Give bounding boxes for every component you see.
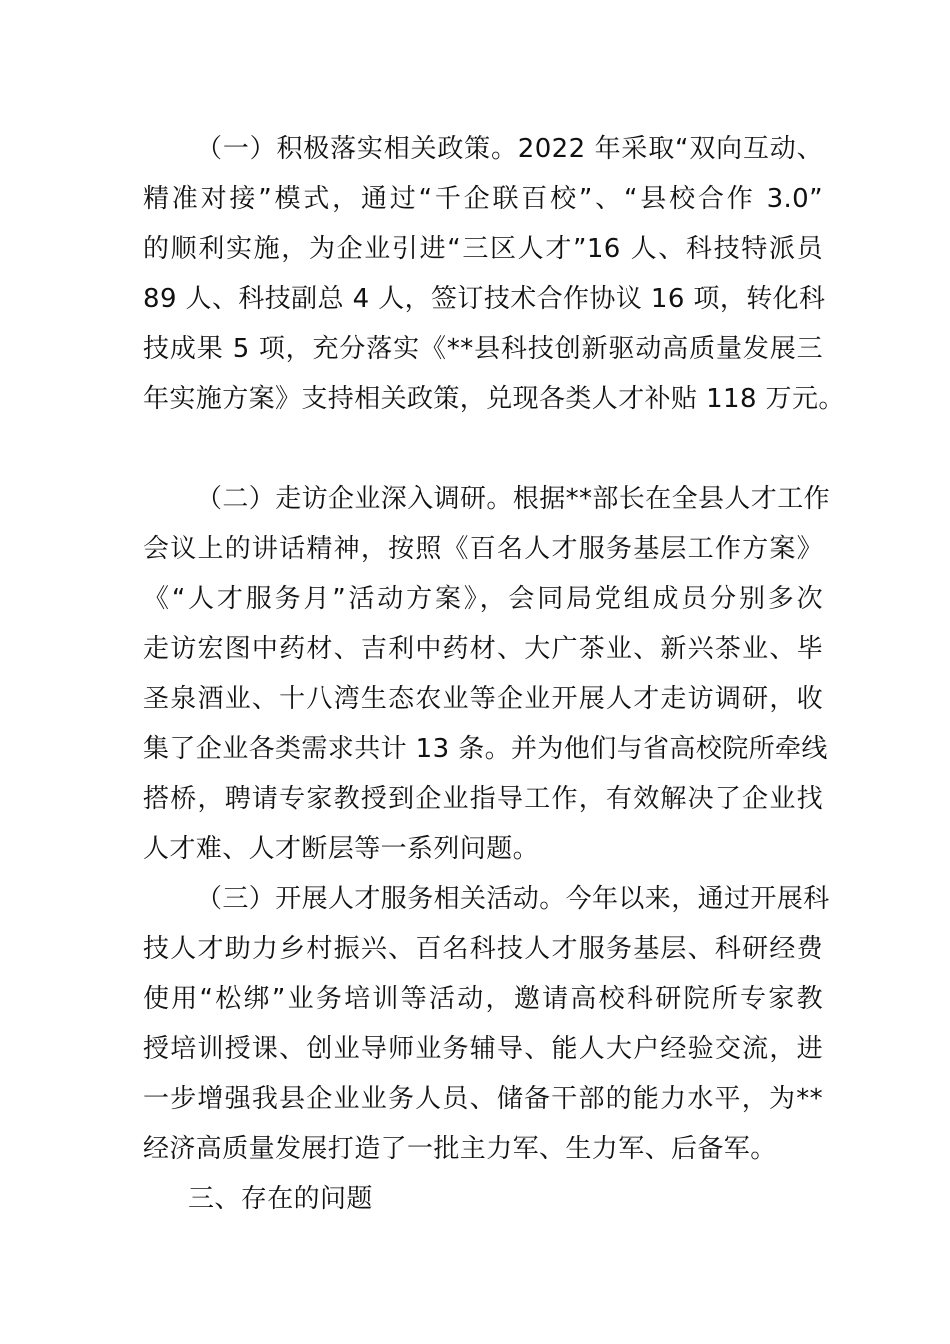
paragraph-3-line-1: （三）开展人才服务相关活动。今年以来，通过开展科 — [196, 884, 830, 914]
paragraph-2-line-6: 集了企业各类需求共计 13 条。并为他们与省高校院所牵线 — [143, 734, 828, 764]
paragraph-1-line-2: 精准对接”模式，通过“千企联百校”、“县校合作 3.0” — [143, 184, 823, 214]
paragraph-1-line-1: （一）积极落实相关政策。2022 年采取“双向互动、 — [196, 134, 823, 164]
paragraph-2-line-7: 搭桥，聘请专家教授到企业指导工作，有效解决了企业找 — [143, 784, 823, 814]
paragraph-2-line-2: 会议上的讲话精神，按照《百名人才服务基层工作方案》 — [143, 534, 823, 564]
paragraph-3-line-4: 授培训授课、创业导师业务辅导、能人大户经验交流，进 — [143, 1034, 823, 1064]
paragraph-3-line-5: 一步增强我县企业业务人员、储备干部的能力水平，为** — [143, 1084, 823, 1114]
section-heading: 三、存在的问题 — [188, 1184, 373, 1214]
paragraph-3-line-6: 经济高质量发展打造了一批主力军、生力军、后备军。 — [143, 1134, 777, 1164]
paragraph-3-line-3: 使用“松绑”业务培训等活动，邀请高校科研院所专家教 — [143, 984, 823, 1014]
paragraph-1-line-4: 89 人、科技副总 4 人，签订技术合作协议 16 项，转化科 — [143, 284, 826, 314]
paragraph-1-line-5: 技成果 5 项，充分落实《**县科技创新驱动高质量发展三 — [143, 334, 823, 364]
paragraph-2-line-8: 人才难、人才断层等一系列问题。 — [143, 834, 540, 864]
paragraph-1-line-6: 年实施方案》支持相关政策，兑现各类人才补贴 118 万元。 — [143, 384, 845, 414]
paragraph-2-line-1: （二）走访企业深入调研。根据**部长在全县人才工作 — [196, 484, 831, 514]
paragraph-2-line-5: 圣泉酒业、十八湾生态农业等企业开展人才走访调研，收 — [143, 684, 823, 714]
paragraph-2-line-3: 《“人才服务月”活动方案》，会同局党组成员分别多次 — [143, 584, 823, 614]
paragraph-2-line-4: 走访宏图中药材、吉利中药材、大广茶业、新兴茶业、毕 — [143, 634, 823, 664]
paragraph-1-line-3: 的顺利实施，为企业引进“三区人才”16 人、科技特派员 — [143, 234, 823, 264]
paragraph-3-line-2: 技人才助力乡村振兴、百名科技人才服务基层、科研经费 — [143, 934, 823, 964]
